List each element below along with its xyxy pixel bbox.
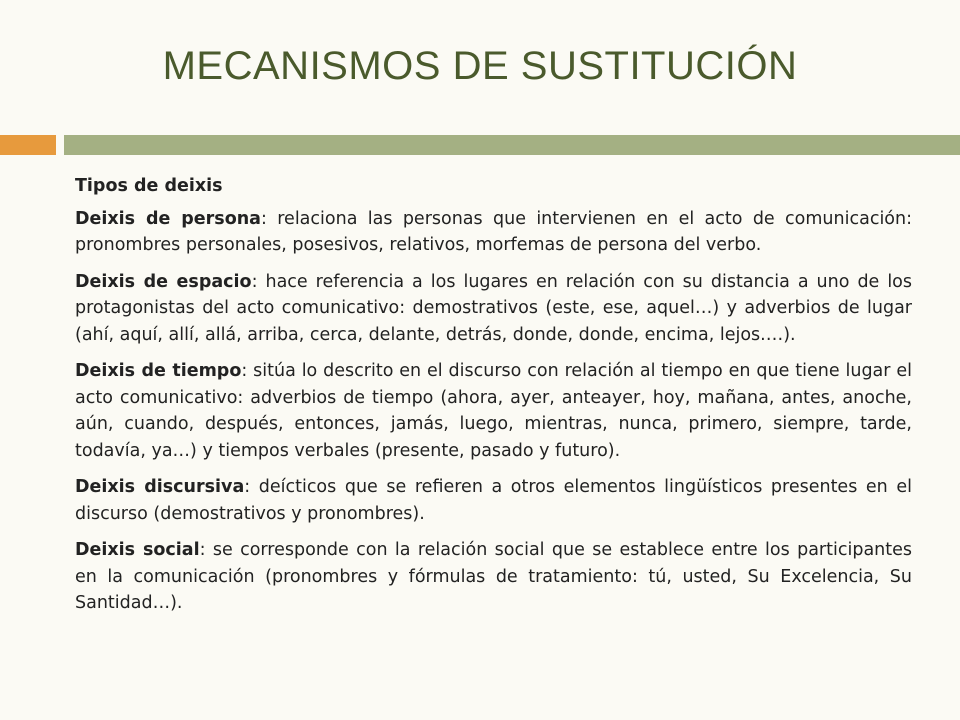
term-deixis-social: Deixis social	[75, 540, 200, 560]
definition-deixis-discursiva: : deícticos que se refieren a otros elementos lingüísticos presentes en el discurso (demostrativos y pronombres).	[75, 477, 912, 524]
term-deixis-discursiva: Deixis discursiva	[75, 477, 245, 497]
slide-title: MECANISMOS DE SUSTITUCIÓN	[162, 44, 798, 88]
paragraph-deixis-social	[75, 537, 912, 617]
accent-bar-green	[64, 135, 960, 155]
paragraph-deixis-discursiva	[75, 474, 912, 527]
definition-deixis-espacio: : hace referencia a los lugares en relación con su distancia a uno de los protagonistas del acto comunicativo: demostrativos (este, ese, aquel…) y adverbios de lugar (ahí, aquí, allí, allá, arriba, cerca, delante, detrás, donde, donde, encima, lejos.…).	[75, 271, 913, 345]
slide-body	[75, 173, 912, 627]
definition-deixis-persona: : relaciona las personas que intervienen en el acto de comunicación: pronombres personales, posesivos, relativos, morfemas de persona del verbo.	[75, 208, 912, 255]
section-heading: Tipos de deixis	[75, 176, 223, 196]
term-deixis-espacio: Deixis de espacio	[75, 271, 252, 292]
paragraph-deixis-espacio	[75, 269, 912, 349]
accent-bar-orange	[0, 135, 56, 155]
term-deixis-persona: Deixis de persona	[75, 208, 261, 229]
definition-deixis-tiempo: : sitúa lo descrito en el discurso con relación al tiempo en que tiene lugar el acto comunicativo: adverbios de tiempo (ahora, ayer, anteayer, hoy, mañana, antes, anoche, aún, cuando, después, entonces, jamás, luego, mientras, nunca, primero, siempre, tarde, todavía, ya…) y tiempos verbales (presente, pasado y futuro).	[75, 361, 912, 461]
definition-deixis-social: : se corresponde con la relación social que se establece entre los participantes en la comunicación (pronombres y fórmulas de tratamiento: tú, usted, Su Excelencia, Su Santidad…).	[75, 540, 912, 613]
term-deixis-tiempo: Deixis de tiempo	[75, 361, 242, 381]
paragraph-deixis-tiempo	[75, 358, 912, 464]
paragraph-deixis-persona	[75, 206, 912, 259]
